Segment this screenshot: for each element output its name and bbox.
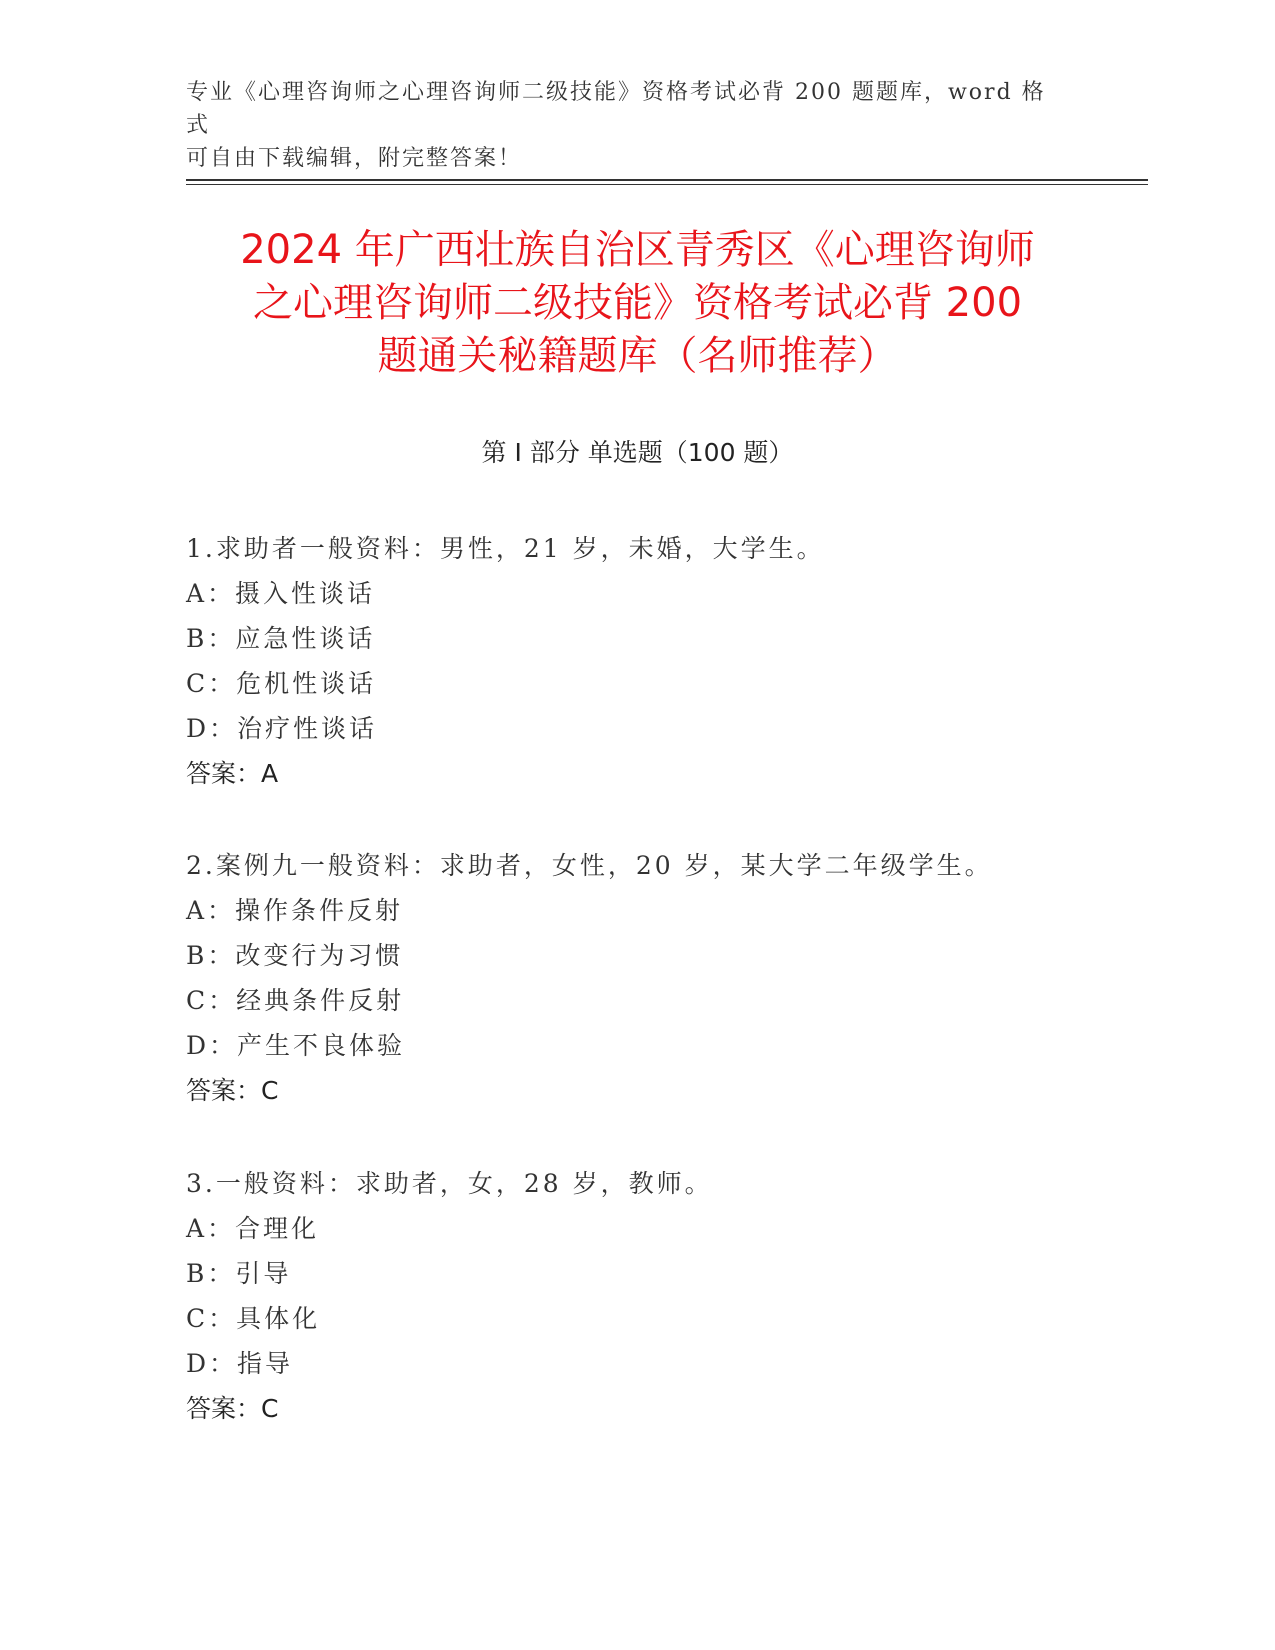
document-title — [160, 224, 1115, 383]
header-note-line-1: 专业《心理咨询师之心理咨询师二级技能》资格考试必背 200 题题库，word 格式 — [186, 80, 1046, 138]
option-a: A：操作条件反射 — [186, 896, 404, 925]
option-b: B：应急性谈话 — [186, 624, 376, 653]
question-stem: 3.一般资料：求助者，女，28 岁，教师。 — [186, 1169, 713, 1198]
question-stem: 2.案例九一般资料：求助者，女性，20 岁，某大学二年级学生。 — [186, 851, 993, 880]
question-1 — [186, 526, 1086, 796]
header-divider-thick — [186, 179, 1148, 181]
question-3 — [186, 1161, 1086, 1431]
header-note — [186, 76, 1066, 175]
document-title-line-1: 2024 年广西壮族自治区青秀区《心理咨询师 — [240, 227, 1035, 273]
option-a: A：摄入性谈话 — [186, 579, 376, 608]
question-stem: 1.求助者一般资料：男性，21 岁，未婚，大学生。 — [186, 534, 825, 563]
question-2 — [186, 843, 1086, 1113]
answer: 答案：A — [186, 759, 279, 788]
option-c: C：危机性谈话 — [186, 669, 377, 698]
document-title-line-2: 之心理咨询师二级技能》资格考试必背 200 — [252, 280, 1023, 326]
answer: 答案：C — [186, 1394, 279, 1423]
option-b: B：引导 — [186, 1259, 292, 1288]
header-note-line-2: 可自由下载编辑，附完整答案！ — [186, 146, 523, 171]
option-c: C：具体化 — [186, 1304, 321, 1333]
option-d: D：产生不良体验 — [186, 1031, 406, 1060]
header-divider-thin — [186, 184, 1148, 185]
option-c: C：经典条件反射 — [186, 986, 405, 1015]
section-title: 第 I 部分 单选题（100 题） — [481, 438, 794, 467]
option-b: B：改变行为习惯 — [186, 941, 404, 970]
option-a: A：合理化 — [186, 1214, 320, 1243]
option-d: D：治疗性谈话 — [186, 714, 378, 743]
option-d: D：指导 — [186, 1349, 294, 1378]
answer: 答案：C — [186, 1076, 279, 1105]
document-title-line-3: 题通关秘籍题库（名师推荐） — [377, 333, 898, 379]
